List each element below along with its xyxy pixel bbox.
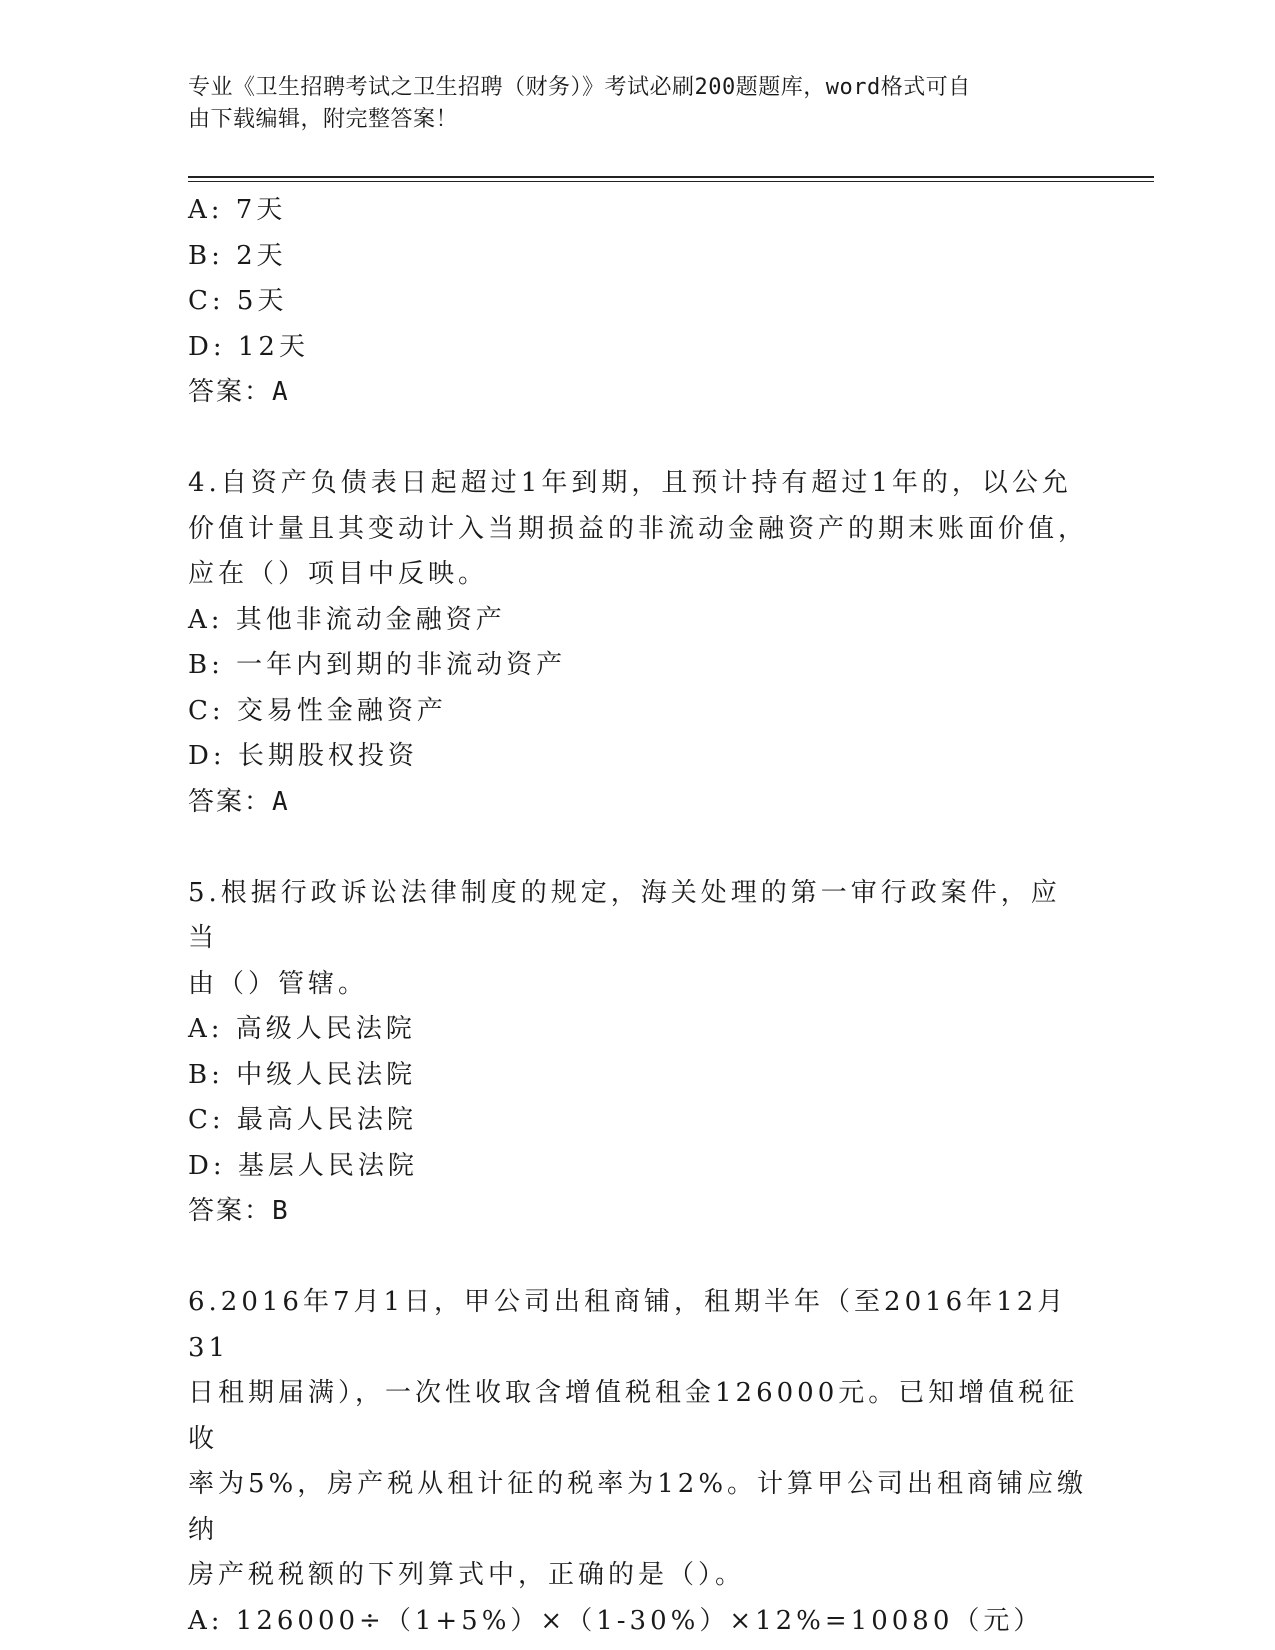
question-text-line: 日租期届满），一次性收取含增值税租金126000元。已知增值税征收 — [188, 1378, 1079, 1454]
spacer — [188, 416, 1088, 462]
option-c: C: 交易性金融资产 — [188, 695, 447, 726]
question-text-line: 率为5%，房产税从租计征的税率为12%。计算甲公司出租商铺应缴纳 — [188, 1469, 1088, 1545]
question-4 — [188, 461, 1088, 825]
document-header — [188, 72, 1068, 136]
header-line-2: 由下载编辑，附完整答案！ — [188, 107, 459, 132]
question-text-line: 6.2016年7月1日，甲公司出租商铺，租期半年（至2016年12月31 — [188, 1287, 1068, 1363]
option-b: B: 一年内到期的非流动资产 — [188, 650, 567, 680]
question-3 — [188, 188, 1088, 416]
spacer — [188, 1235, 1088, 1281]
answer-line: 答案：B — [188, 1196, 290, 1226]
question-text-line: 价值计量且其变动计入当期损益的非流动金融资产的期末账面价值， — [188, 513, 1089, 544]
question-text-line: 应在（）项目中反映。 — [188, 559, 489, 589]
question-text-line: 4.自资产负债表日起超过1年到期，且预计持有超过1年的，以公允 — [188, 468, 1072, 498]
option-a: A: 126000÷（1+5%）×（1-30%）×12%=10080（元） — [188, 1605, 1044, 1636]
option-d: D: 基层人民法院 — [188, 1150, 418, 1181]
option-a: A: 高级人民法院 — [188, 1014, 416, 1044]
spacer — [188, 825, 1088, 871]
answer-line: 答案：A — [188, 786, 290, 817]
question-5 — [188, 871, 1088, 1235]
option-d: D: 12天 — [188, 331, 309, 362]
option-c: C: 5天 — [188, 286, 288, 316]
option-a: A: 其他非流动金融资产 — [188, 604, 506, 635]
header-divider-thick — [188, 176, 1154, 178]
header-line-1: 专业《卫生招聘考试之卫生招聘（财务）》考试必刷200题题库，word格式可自 — [188, 75, 971, 100]
option-a: A: 7天 — [188, 195, 287, 225]
question-text-line: 5.根据行政诉讼法律制度的规定，海关处理的第一审行政案件，应当 — [188, 877, 1061, 953]
question-list — [188, 188, 1088, 1644]
option-b: B: 中级人民法院 — [188, 1059, 417, 1090]
answer-line: 答案：A — [188, 377, 290, 407]
option-b: B: 2天 — [188, 240, 287, 271]
question-text-line: 房产税税额的下列算式中，正确的是（）。 — [188, 1560, 746, 1590]
option-d: D: 长期股权投资 — [188, 741, 418, 771]
header-divider-thin — [188, 181, 1154, 182]
question-6 — [188, 1280, 1088, 1644]
option-c: C: 最高人民法院 — [188, 1105, 417, 1135]
question-text-line: 由（）管辖。 — [188, 968, 369, 999]
